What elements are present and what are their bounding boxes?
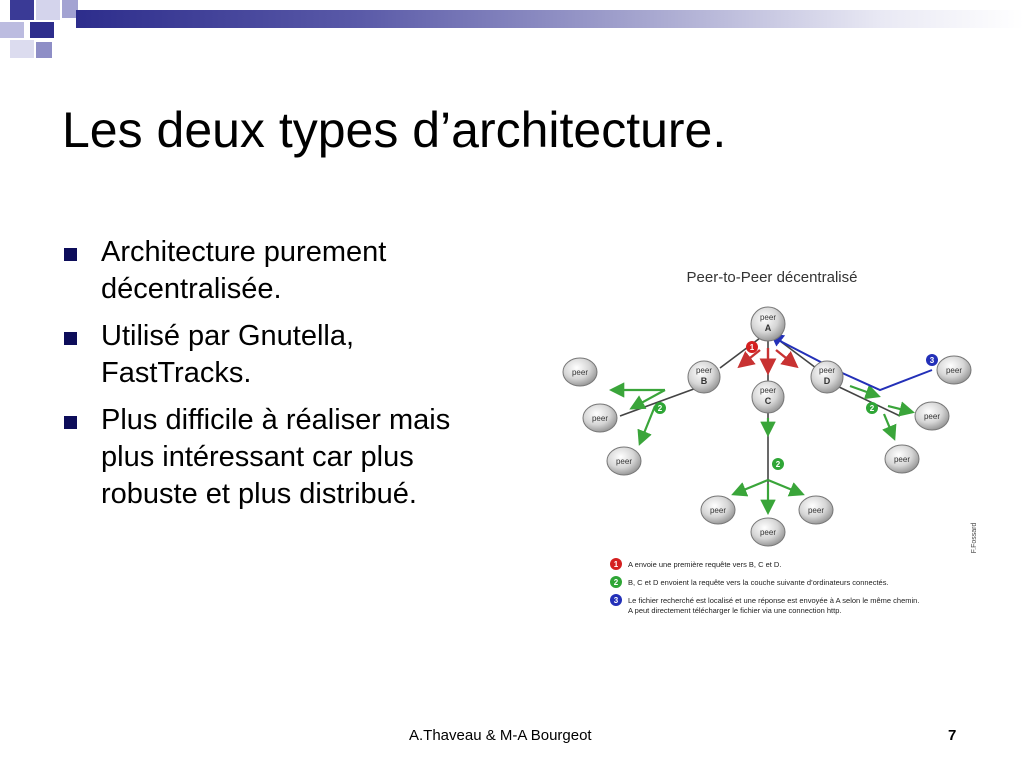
bullet-item bbox=[64, 402, 504, 513]
green-arrow bbox=[640, 406, 655, 443]
svg-text:B: B bbox=[700, 376, 708, 386]
legend-text: Le fichier recherché est localisé et une réponse est envoyée à A selon le même chemin. bbox=[628, 596, 920, 605]
decoration-square bbox=[36, 42, 52, 58]
svg-text:3: 3 bbox=[929, 356, 935, 365]
svg-text:peer: peer bbox=[695, 366, 713, 375]
svg-text:peer: peer bbox=[807, 506, 825, 515]
bullet-text: Plus difficile à réaliser mais plus intéressant car plus robuste et plus distribué. bbox=[101, 404, 451, 510]
svg-text:peer: peer bbox=[818, 366, 836, 375]
diagram-credit: F.Fossard bbox=[971, 522, 978, 554]
step-marker-3 bbox=[926, 354, 938, 366]
legend-item bbox=[610, 558, 781, 570]
peer-node bbox=[583, 404, 617, 432]
svg-text:C: C bbox=[764, 396, 772, 406]
svg-text:A: A bbox=[764, 323, 772, 333]
step-marker-1 bbox=[746, 341, 758, 353]
legend-item bbox=[610, 576, 889, 588]
peer-node bbox=[563, 358, 597, 386]
svg-text:peer: peer bbox=[945, 366, 963, 375]
decoration-square bbox=[36, 0, 60, 20]
square-bullet-icon bbox=[64, 416, 77, 429]
peer-node-d bbox=[811, 361, 843, 393]
step-marker-2 bbox=[772, 458, 784, 470]
p2p-diagram bbox=[550, 248, 990, 628]
svg-text:2: 2 bbox=[613, 578, 619, 587]
svg-text:peer: peer bbox=[571, 368, 589, 377]
bullet-text: Architecture purement décentralisée. bbox=[101, 236, 387, 305]
svg-text:peer: peer bbox=[591, 414, 609, 423]
svg-text:1: 1 bbox=[613, 560, 619, 569]
svg-text:2: 2 bbox=[775, 460, 781, 469]
footer-author: A.Thaveau & M-A Bourgeot bbox=[409, 727, 592, 744]
square-bullet-icon bbox=[64, 332, 77, 345]
peer-node bbox=[799, 496, 833, 524]
svg-text:peer: peer bbox=[923, 412, 941, 421]
peer-node bbox=[885, 445, 919, 473]
svg-text:D: D bbox=[823, 376, 831, 386]
peer-node-b bbox=[688, 361, 720, 393]
legend-item bbox=[610, 594, 919, 615]
bullet-text: Utilisé par Gnutella, FastTracks. bbox=[101, 320, 355, 389]
bullet-list bbox=[64, 234, 504, 523]
step-marker-2 bbox=[866, 402, 878, 414]
svg-text:peer: peer bbox=[759, 386, 777, 395]
p2p-diagram-figure bbox=[550, 248, 990, 628]
decoration-square bbox=[10, 0, 34, 20]
svg-text:2: 2 bbox=[869, 404, 875, 413]
green-arrow bbox=[734, 480, 768, 494]
legend-text: A peut directement télécharger le fichier via une connection http. bbox=[628, 606, 842, 615]
step-marker-2 bbox=[654, 402, 666, 414]
corner-decoration bbox=[0, 0, 80, 70]
page-number: 7 bbox=[948, 727, 957, 744]
green-arrow bbox=[884, 414, 894, 438]
svg-text:peer: peer bbox=[893, 455, 911, 464]
peer-node bbox=[607, 447, 641, 475]
peer-node bbox=[751, 518, 785, 546]
decoration-square bbox=[10, 40, 34, 58]
bullet-item bbox=[64, 234, 504, 308]
svg-text:peer: peer bbox=[709, 506, 727, 515]
svg-text:peer: peer bbox=[759, 313, 777, 322]
decoration-square bbox=[30, 22, 54, 38]
header-gradient-bar bbox=[76, 10, 1024, 28]
decoration-square bbox=[0, 22, 24, 38]
response-path-step3 bbox=[772, 334, 932, 390]
svg-text:3: 3 bbox=[613, 596, 619, 605]
peer-node-a bbox=[751, 307, 785, 341]
bullet-item bbox=[64, 318, 504, 392]
square-bullet-icon bbox=[64, 248, 77, 261]
diagram-legend bbox=[610, 558, 919, 615]
peer-node bbox=[701, 496, 735, 524]
slide-title: Les deux types d’architecture. bbox=[62, 102, 727, 158]
svg-text:1: 1 bbox=[749, 343, 755, 352]
peer-node-c bbox=[752, 381, 784, 413]
connection-lines bbox=[620, 332, 900, 508]
peer-node bbox=[937, 356, 971, 384]
svg-text:peer: peer bbox=[615, 457, 633, 466]
legend-text: A envoie une première requête vers B, C et D. bbox=[628, 560, 782, 569]
svg-text:peer: peer bbox=[759, 528, 777, 537]
red-arrow bbox=[776, 350, 796, 366]
peer-node bbox=[915, 402, 949, 430]
diagram-title: Peer-to-Peer décentralisé bbox=[686, 269, 858, 286]
legend-text: B, C et D envoient la requête vers la couche suivante d’ordinateurs connectés. bbox=[628, 578, 889, 587]
svg-text:2: 2 bbox=[657, 404, 663, 413]
green-arrow bbox=[768, 480, 802, 494]
green-arrow bbox=[888, 406, 912, 412]
